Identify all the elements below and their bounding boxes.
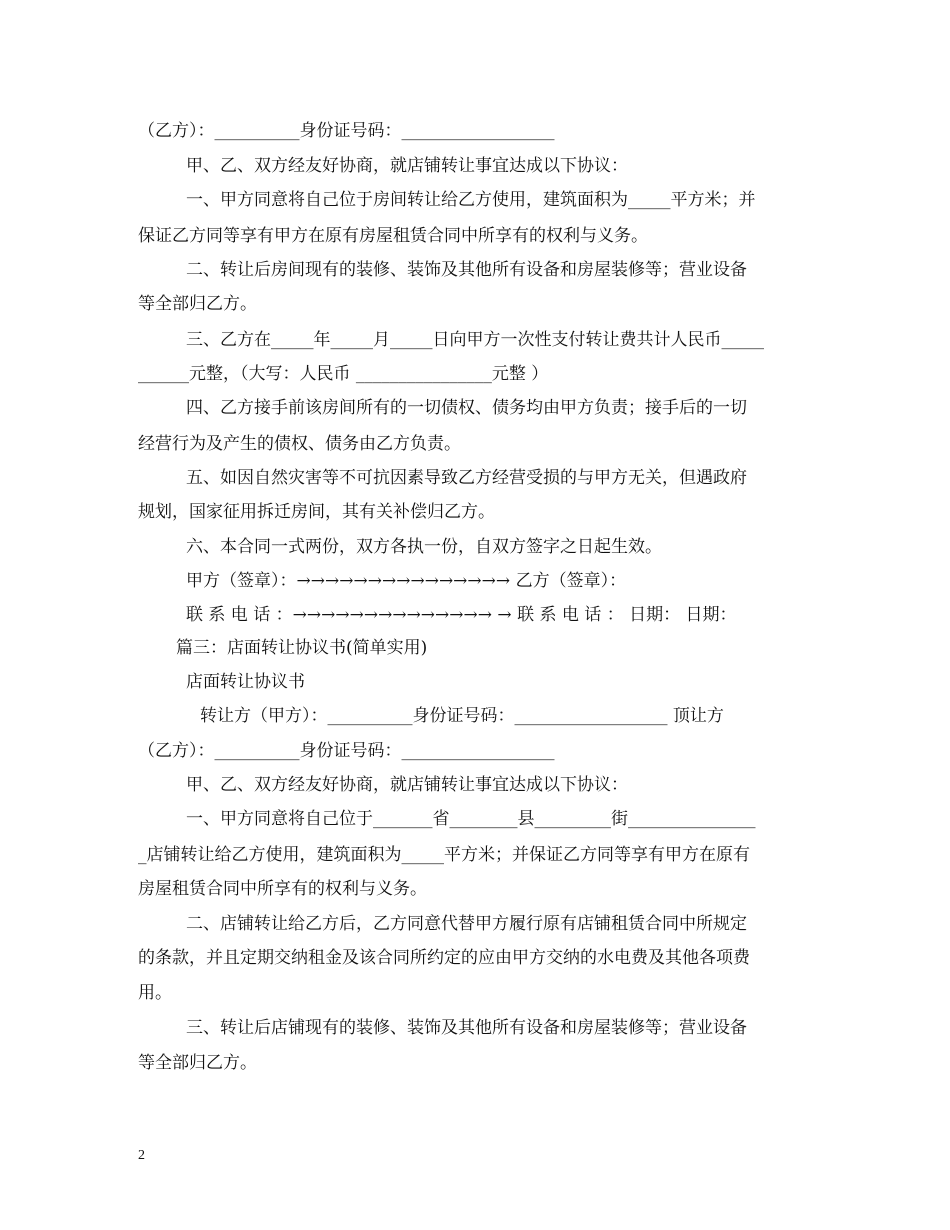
text-line: 五、如因自然灾害等不可抗因素导致乙方经营受损的与甲方无关，但遇政府 — [186, 468, 747, 488]
text-line: _店铺转让给乙方使用，建筑面积为_____平方米；并保证乙方同等享有甲方在原有 — [138, 845, 750, 865]
text-line: 四、乙方接手前该房间所有的一切债权、债务均由甲方负责；接手后的一切 — [186, 398, 747, 418]
text-line: 房屋租赁合同中所享有的权利与义务。 — [138, 879, 427, 899]
text-line: 三、转让后店铺现有的装修、装饰及其他所有设备和房屋装修等；营业设备 — [186, 1018, 747, 1038]
text-line: 规划，国家征用拆迁房间，其有关补偿归乙方。 — [138, 502, 495, 522]
text-line: 甲、乙、双方经友好协商，就店铺转让事宜达成以下协议： — [186, 775, 628, 795]
text-line: 二、转让后房间现有的装修、装饰及其他所有设备和房屋装修等；营业设备 — [186, 260, 747, 280]
text-line: 六、本合同一式两份，双方各执一份，自双方签字之日起生效。 — [186, 537, 662, 557]
contact-line: 联 系 电 话 ：→→→→→→→→→→→→→→ → 联 系 电 话 ： 日期： 日期： — [186, 605, 737, 625]
signature-line: 甲方（签章）：→→→→→→→→→→→→→→→ 乙方（签章）： — [186, 571, 627, 591]
text-line: 一、甲方同意将自己位于房间转让给乙方使用，建筑面积为_____平方米；并 — [186, 190, 756, 210]
text-line: （乙方）：__________身份证号码：__________________ — [138, 121, 555, 141]
text-line: 经营行为及产生的债权、债务由乙方负责。 — [138, 434, 461, 454]
text-line: 保证乙方同等享有甲方在原有房屋租赁合同中所享有的权利与义务。 — [138, 226, 648, 246]
text-line: 用。 — [138, 983, 172, 1003]
text-line: 甲、乙、双方经友好协商，就店铺转让事宜达成以下协议： — [186, 156, 628, 176]
text-line: ______元整，（大写：人民币 ________________元整 ） — [138, 364, 549, 384]
text-line: 的条款，并且定期交纳租金及该合同所约定的应由甲方交纳的水电费及其他各项费 — [138, 948, 750, 968]
text-line: 一、甲方同意将自己位于_______省________县_________街_______________ — [186, 809, 756, 829]
text-line: 等全部归乙方。 — [138, 1053, 257, 1073]
text-line: 二、店铺转让给乙方后，乙方同意代替甲方履行原有店铺租赁合同中所规定 — [186, 914, 747, 934]
text-line: 转让方（甲方）：__________身份证号码：__________________ 顶让方 — [200, 706, 724, 726]
text-line: 等全部归乙方。 — [138, 294, 257, 314]
text-line: （乙方）：__________身份证号码：__________________ — [138, 741, 555, 761]
document-title: 店面转让协议书 — [186, 672, 305, 692]
text-line: 三、乙方在_____年_____月_____日向甲方一次性支付转让费共计人民币_____ — [186, 330, 764, 350]
section-heading: 篇三：店面转让协议书(简单实用) — [176, 638, 428, 658]
page-number: 2 — [138, 1148, 145, 1163]
